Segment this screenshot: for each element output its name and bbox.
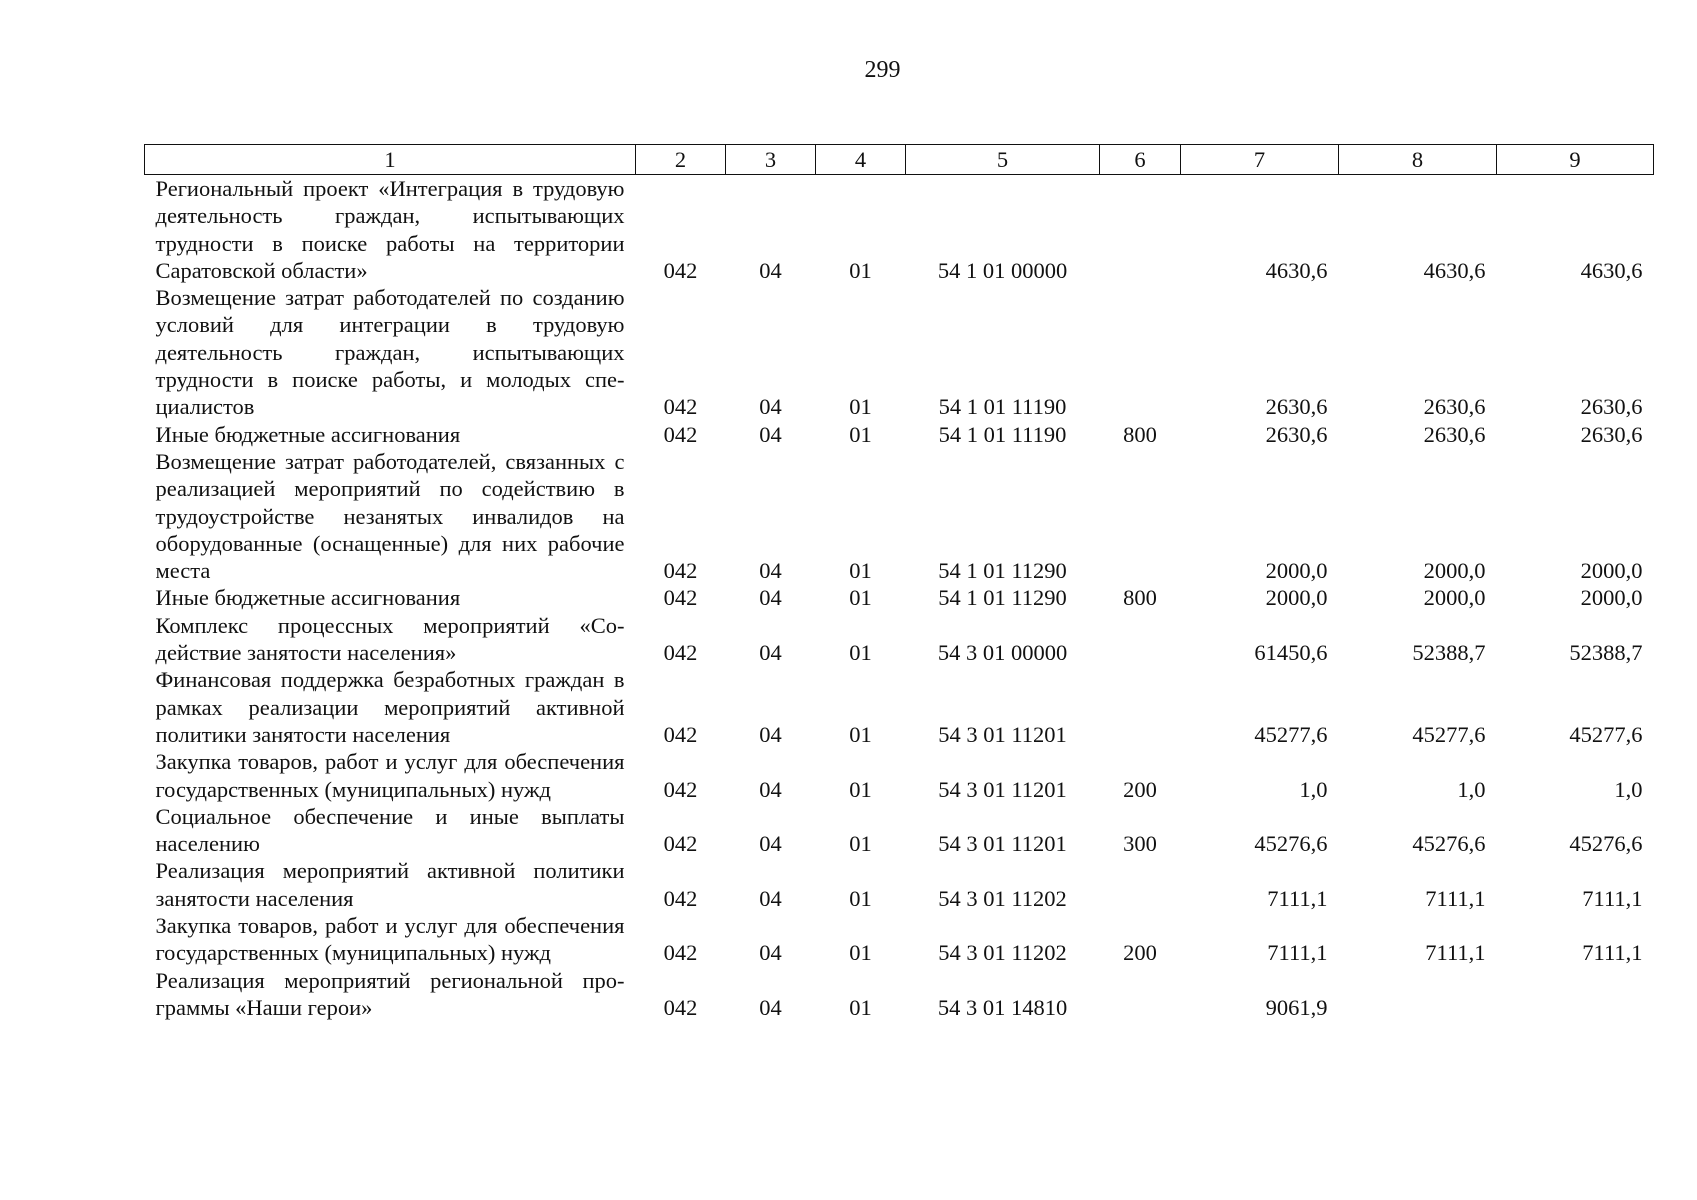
cell-3: 04	[759, 776, 782, 802]
cell-8: 7111,1	[1425, 885, 1486, 911]
cell-5: 54 1 01 11190	[938, 421, 1067, 447]
cell-2: 042	[663, 558, 698, 584]
cell-7: 45276,6	[1254, 831, 1328, 857]
cell-7: 7111,1	[1267, 940, 1328, 966]
cell-3: 04	[759, 940, 782, 966]
cell-5: 54 1 01 00000	[937, 257, 1068, 283]
cell-8: 1,0	[1457, 776, 1486, 802]
cell-9	[1497, 967, 1654, 1022]
table-row	[145, 803, 1654, 858]
cell-2: 042	[663, 394, 698, 420]
cell-7: 1,0	[1299, 776, 1328, 802]
cell-5: 54 3 01 11201	[938, 721, 1067, 747]
column-header-2: 2	[636, 145, 726, 175]
cell-3: 04	[759, 558, 782, 584]
cell-8: 2630,6	[1423, 394, 1486, 420]
column-header-3: 3	[726, 145, 816, 175]
cell-6	[1100, 284, 1181, 420]
cell-3: 04	[759, 721, 782, 747]
cell-5: 54 1 01 11190	[938, 394, 1067, 420]
cell-6: 200	[1123, 776, 1157, 802]
cell-9: 2630,6	[1580, 421, 1643, 447]
cell-9: 45277,6	[1569, 721, 1643, 747]
cell-4: 01	[849, 885, 872, 911]
table-row	[145, 175, 1654, 285]
cell-2: 042	[663, 257, 698, 283]
cell-5: 54 1 01 11290	[938, 558, 1067, 584]
cell-2: 042	[663, 885, 698, 911]
cell-4: 01	[849, 776, 872, 802]
cell-4: 01	[849, 585, 872, 611]
cell-5: 54 3 01 11201	[938, 831, 1067, 857]
cell-9: 7111,1	[1582, 940, 1643, 966]
row-name: Финансовая поддержка безработных граждан в рамках реализации мероприятий активной политики занятости населения	[155, 667, 625, 747]
cell-4: 01	[849, 394, 872, 420]
table-row	[145, 748, 1654, 803]
cell-3: 04	[759, 640, 782, 666]
row-name: Возмещение затрат работодателей, связанных с реализацией мероприятий по содействию в трудоустройстве незанятых инвалидов на оборудованные (оснащенные) для них рабочие места	[155, 448, 625, 584]
row-name: Социальное обеспечение и иные выплаты населению	[155, 803, 625, 857]
cell-7: 2000,0	[1265, 558, 1328, 584]
cell-7: 7111,1	[1267, 885, 1328, 911]
cell-4: 01	[849, 421, 872, 447]
cell-7: 9061,9	[1265, 994, 1328, 1020]
row-name: Иные бюджетные ассигнования	[155, 421, 461, 447]
column-header-1: 1	[145, 145, 636, 175]
cell-2: 042	[663, 640, 698, 666]
cell-8: 2000,0	[1423, 585, 1486, 611]
cell-3: 04	[759, 885, 782, 911]
cell-8: 45276,6	[1412, 831, 1486, 857]
cell-9: 2000,0	[1580, 558, 1643, 584]
table-row	[145, 912, 1654, 967]
cell-6: 300	[1123, 831, 1157, 857]
cell-5: 54 1 01 11290	[938, 585, 1067, 611]
cell-6	[1100, 448, 1181, 584]
cell-4: 01	[849, 558, 872, 584]
table-row	[145, 666, 1654, 748]
cell-3: 04	[759, 585, 782, 611]
column-header-6: 6	[1100, 145, 1181, 175]
cell-3: 04	[759, 421, 782, 447]
cell-5: 54 3 01 00000	[937, 640, 1068, 666]
cell-4: 01	[849, 831, 872, 857]
row-name: Закупка товаров, работ и услуг для обеспечения государственных (муниципальных) нужд	[155, 913, 625, 966]
cell-8: 2630,6	[1423, 421, 1486, 447]
cell-2: 042	[663, 421, 698, 447]
cell-9: 4630,6	[1580, 257, 1643, 283]
cell-6: 200	[1123, 940, 1157, 966]
cell-3: 04	[759, 994, 782, 1020]
cell-5: 54 3 01 14810	[937, 994, 1068, 1020]
column-header-8: 8	[1339, 145, 1497, 175]
cell-9: 7111,1	[1582, 885, 1643, 911]
cell-9: 45276,6	[1569, 831, 1643, 857]
cell-2: 042	[663, 585, 698, 611]
cell-6: 800	[1123, 585, 1157, 611]
cell-4: 01	[849, 640, 872, 666]
cell-5: 54 3 01 11202	[938, 940, 1067, 966]
column-header-7: 7	[1181, 145, 1339, 175]
table-row	[145, 967, 1654, 1022]
row-name: Закупка товаров, работ и услуг для обеспечения государственных (муниципальных) нужд	[155, 749, 625, 802]
cell-8: 52388,7	[1412, 640, 1486, 666]
cell-8: 45277,6	[1412, 721, 1486, 747]
budget-table	[144, 144, 1654, 1021]
cell-5: 54 3 01 11201	[938, 776, 1067, 802]
cell-6: 800	[1123, 421, 1157, 447]
cell-4: 01	[849, 994, 872, 1020]
row-name: Возмещение затрат работодателей по созданию условий для интеграции в трудовую деятельность граждан, испытывающих трудности в поиске работы, и молодых специалистов	[155, 285, 625, 420]
cell-4: 01	[849, 257, 872, 283]
cell-3: 04	[759, 394, 782, 420]
cell-2: 042	[663, 776, 698, 802]
row-name: Региональный проект «Интеграция в трудовую деятельность граждан, испытывающих трудности в поиске работы на территории Саратовской области»	[155, 176, 625, 283]
table-row	[145, 612, 1654, 667]
cell-7: 4630,6	[1265, 257, 1328, 283]
cell-9: 1,0	[1614, 776, 1643, 802]
cell-8: 7111,1	[1425, 940, 1486, 966]
table-row	[145, 421, 1654, 448]
row-name: Реализация мероприятий активной политики занятости населения	[155, 858, 625, 911]
cell-8: 4630,6	[1423, 257, 1486, 283]
cell-6	[1100, 967, 1181, 1022]
cell-5: 54 3 01 11202	[938, 885, 1067, 911]
cell-8: 2000,0	[1423, 558, 1486, 584]
cell-7: 2630,6	[1265, 421, 1328, 447]
cell-6	[1100, 666, 1181, 748]
page-number: 299	[864, 57, 901, 83]
cell-4: 01	[849, 721, 872, 747]
cell-9: 2630,6	[1580, 394, 1643, 420]
cell-6	[1100, 857, 1181, 912]
column-header-5: 5	[906, 145, 1100, 175]
table-row	[145, 584, 1654, 611]
cell-7: 2000,0	[1265, 585, 1328, 611]
cell-4: 01	[849, 940, 872, 966]
table-row	[145, 448, 1654, 584]
cell-7: 61450,6	[1254, 640, 1328, 666]
cell-6	[1100, 175, 1181, 285]
cell-3: 04	[759, 831, 782, 857]
cell-7: 45277,6	[1254, 721, 1328, 747]
row-name: Иные бюджетные ассигнования	[155, 585, 461, 611]
cell-2: 042	[663, 721, 698, 747]
cell-9: 2000,0	[1580, 585, 1643, 611]
row-name: Комплекс процессных мероприятий «Содействие занятости населения»	[155, 612, 625, 666]
cell-7: 2630,6	[1265, 394, 1328, 420]
cell-8	[1339, 967, 1497, 1022]
row-name: Реализация мероприятий региональной программы «Наши герои»	[155, 967, 625, 1020]
cell-2: 042	[663, 994, 698, 1020]
cell-9: 52388,7	[1569, 640, 1643, 666]
cell-6	[1100, 612, 1181, 667]
column-header-9: 9	[1497, 145, 1654, 175]
table-row	[145, 857, 1654, 912]
table-row	[145, 284, 1654, 420]
cell-2: 042	[663, 940, 698, 966]
cell-2: 042	[663, 831, 698, 857]
header-row	[145, 145, 1654, 175]
column-header-4: 4	[816, 145, 906, 175]
cell-3: 04	[759, 257, 782, 283]
